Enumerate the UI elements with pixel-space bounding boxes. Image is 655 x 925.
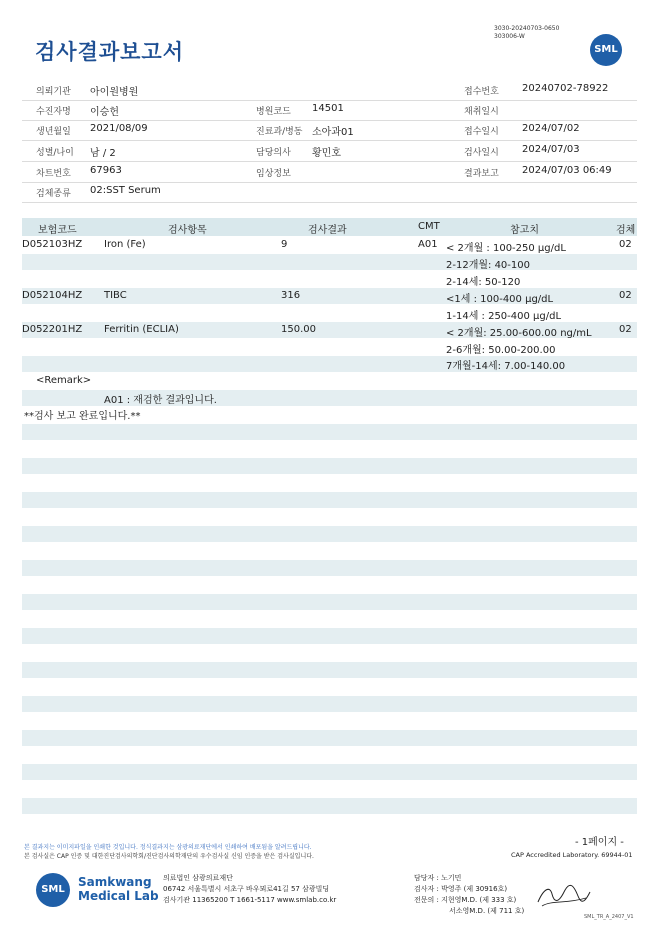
info-row-5 xyxy=(22,162,637,183)
sex-age-label: 성별/나이 xyxy=(36,148,74,158)
chart-no-value: 67963 xyxy=(90,165,122,176)
document-id xyxy=(494,25,559,41)
lab-logo-icon: SML xyxy=(36,873,70,907)
test-date-value: 2024/07/03 xyxy=(522,144,580,155)
row-1-specimen: 02 xyxy=(619,239,632,250)
cap-accreditation: CAP Accredited Laboratory. 69944-01 xyxy=(511,851,633,859)
info-row-1 xyxy=(22,80,637,101)
row-4-ref: <1세 : 100-400 μg/dL xyxy=(446,294,554,305)
row-1-code: D052103HZ xyxy=(22,239,83,250)
stripe xyxy=(22,254,637,270)
lab-contact: 검사기관 11365200 T 1661-5117 www.smlab.co.kr xyxy=(163,896,337,904)
doctor-label: 담당의사 xyxy=(256,148,291,158)
document-id-line-2: 303006-W xyxy=(494,33,525,40)
report-title: 검사결과보고서 xyxy=(35,40,185,64)
stripe xyxy=(22,526,637,542)
stripe xyxy=(22,764,637,780)
document-id-line-1: 3030-20240703-0650 xyxy=(494,25,560,32)
row-6-code: D052201HZ xyxy=(22,324,83,335)
clinical-label: 임상정보 xyxy=(256,169,291,179)
page-number: - 1페이지 - xyxy=(575,837,624,848)
dept-value: 소아과01 xyxy=(312,127,354,138)
lab-name xyxy=(78,875,159,903)
lab-name-line-2: Medical Lab xyxy=(78,889,159,903)
stripe xyxy=(22,492,637,508)
row-8-ref: 7개월-14세: 7.00-140.00 xyxy=(446,361,566,372)
info-row-3 xyxy=(22,120,637,141)
header-result: 검사결과 xyxy=(308,225,347,236)
remark-label: <Remark> xyxy=(36,375,92,386)
stripe xyxy=(22,424,637,440)
signature-icon xyxy=(536,882,592,910)
row-1-result: 9 xyxy=(281,239,288,250)
info-row-6 xyxy=(22,182,637,203)
form-number: SML_TR_A_2407_V1 xyxy=(584,914,634,920)
staff-manager: 담당자 : 노기민 xyxy=(414,874,462,882)
receipt-date-value: 2024/07/02 xyxy=(522,123,580,134)
header-specimen: 검체 xyxy=(616,225,636,236)
test-date-label: 검사일시 xyxy=(464,148,499,158)
sex-age-value: 남 / 2 xyxy=(90,148,116,159)
staff-specialist-2: 서소영M.D. (제 711 호) xyxy=(449,907,525,915)
specimen-value: 02:SST Serum xyxy=(90,185,161,196)
row-4-item: TIBC xyxy=(104,290,127,301)
staff-tester: 검사자 : 박영주 (제 30916호) xyxy=(414,885,508,893)
report-date-value: 2024/07/03 06:49 xyxy=(522,165,612,176)
hospital-code-label: 병원코드 xyxy=(256,107,291,117)
collect-date-label: 채취일시 xyxy=(464,107,499,117)
doctor-value: 황민호 xyxy=(312,148,341,159)
row-6-item: Ferritin (ECLIA) xyxy=(104,324,179,335)
hospital-code-value: 14501 xyxy=(312,103,344,114)
row-1-item: Iron (Fe) xyxy=(104,239,146,250)
institution-label: 의뢰기관 xyxy=(36,87,71,97)
dept-label: 진료과/병동 xyxy=(256,127,303,137)
lab-name-line-1: Samkwang xyxy=(78,875,152,889)
stripe xyxy=(22,798,637,814)
header-cmt: CMT xyxy=(418,221,440,232)
stripe xyxy=(22,594,637,610)
sml-logo-icon: SML xyxy=(590,34,622,66)
institution-value: 아이원병원 xyxy=(90,87,139,98)
row-1-ref: < 2개월 : 100-250 μg/dL xyxy=(446,243,566,254)
row-6-specimen: 02 xyxy=(619,324,632,335)
results-table-header xyxy=(22,218,637,236)
row-4-code: D052104HZ xyxy=(22,290,83,301)
report-date-label: 결과보고 xyxy=(464,169,499,179)
stripe xyxy=(22,628,637,644)
dob-value: 2021/08/09 xyxy=(90,123,148,134)
row-1-cmt: A01 xyxy=(418,239,438,250)
patient-value: 이승헌 xyxy=(90,107,119,118)
row-2-ref: 2-12개월: 40-100 xyxy=(446,260,530,271)
stripe xyxy=(22,560,637,576)
row-6-result: 150.00 xyxy=(281,324,316,335)
footer-note-2: 본 검사실은 CAP 인증 및 대한진단검사의학회/진단검사의학재단의 우수검사실 신임 인증을 받은 검사실입니다. xyxy=(24,853,314,860)
info-row-4 xyxy=(22,141,637,162)
row-5-ref: 1-14세 : 250-400 μg/dL xyxy=(446,311,562,322)
stripe xyxy=(22,662,637,678)
stripe xyxy=(22,696,637,712)
row-3-ref: 2-14세: 50-120 xyxy=(446,277,521,288)
header-item: 검사항목 xyxy=(168,225,207,236)
header-ref: 참고치 xyxy=(510,225,539,236)
stripe xyxy=(22,730,637,746)
chart-no-label: 차트번호 xyxy=(36,169,71,179)
staff-specialist-1: 전문의 : 지현영M.D. (제 333 호) xyxy=(414,896,517,904)
receipt-date-label: 접수일시 xyxy=(464,127,499,137)
info-row-2 xyxy=(22,100,637,121)
report-complete-text: **검사 보고 완료입니다.** xyxy=(24,411,141,422)
row-6-ref: < 2개월: 25.00-600.00 ng/mL xyxy=(446,328,592,339)
row-4-specimen: 02 xyxy=(619,290,632,301)
remark-text: A01 : 재검한 결과입니다. xyxy=(104,395,217,406)
dob-label: 생년월일 xyxy=(36,127,71,137)
footer-note-1: 본 결과지는 이미지파일을 인쇄한 것입니다. 정식결과지는 삼광의료재단에서 인쇄하여 배포됨을 알려드립니다. xyxy=(24,844,312,851)
receipt-no-value: 20240702-78922 xyxy=(522,83,609,94)
receipt-no-label: 접수번호 xyxy=(464,87,499,97)
specimen-label: 검체종류 xyxy=(36,189,71,199)
lab-org-name: 의료법인 삼광의료재단 xyxy=(163,874,233,882)
lab-address: 06742 서울특별시 서초구 바우뫼로41길 57 삼광빌딩 xyxy=(163,885,330,893)
row-7-ref: 2-6개월: 50.00-200.00 xyxy=(446,345,556,356)
header-code: 보험코드 xyxy=(38,225,77,236)
stripe xyxy=(22,458,637,474)
row-4-result: 316 xyxy=(281,290,301,301)
patient-label: 수진자명 xyxy=(36,107,71,117)
